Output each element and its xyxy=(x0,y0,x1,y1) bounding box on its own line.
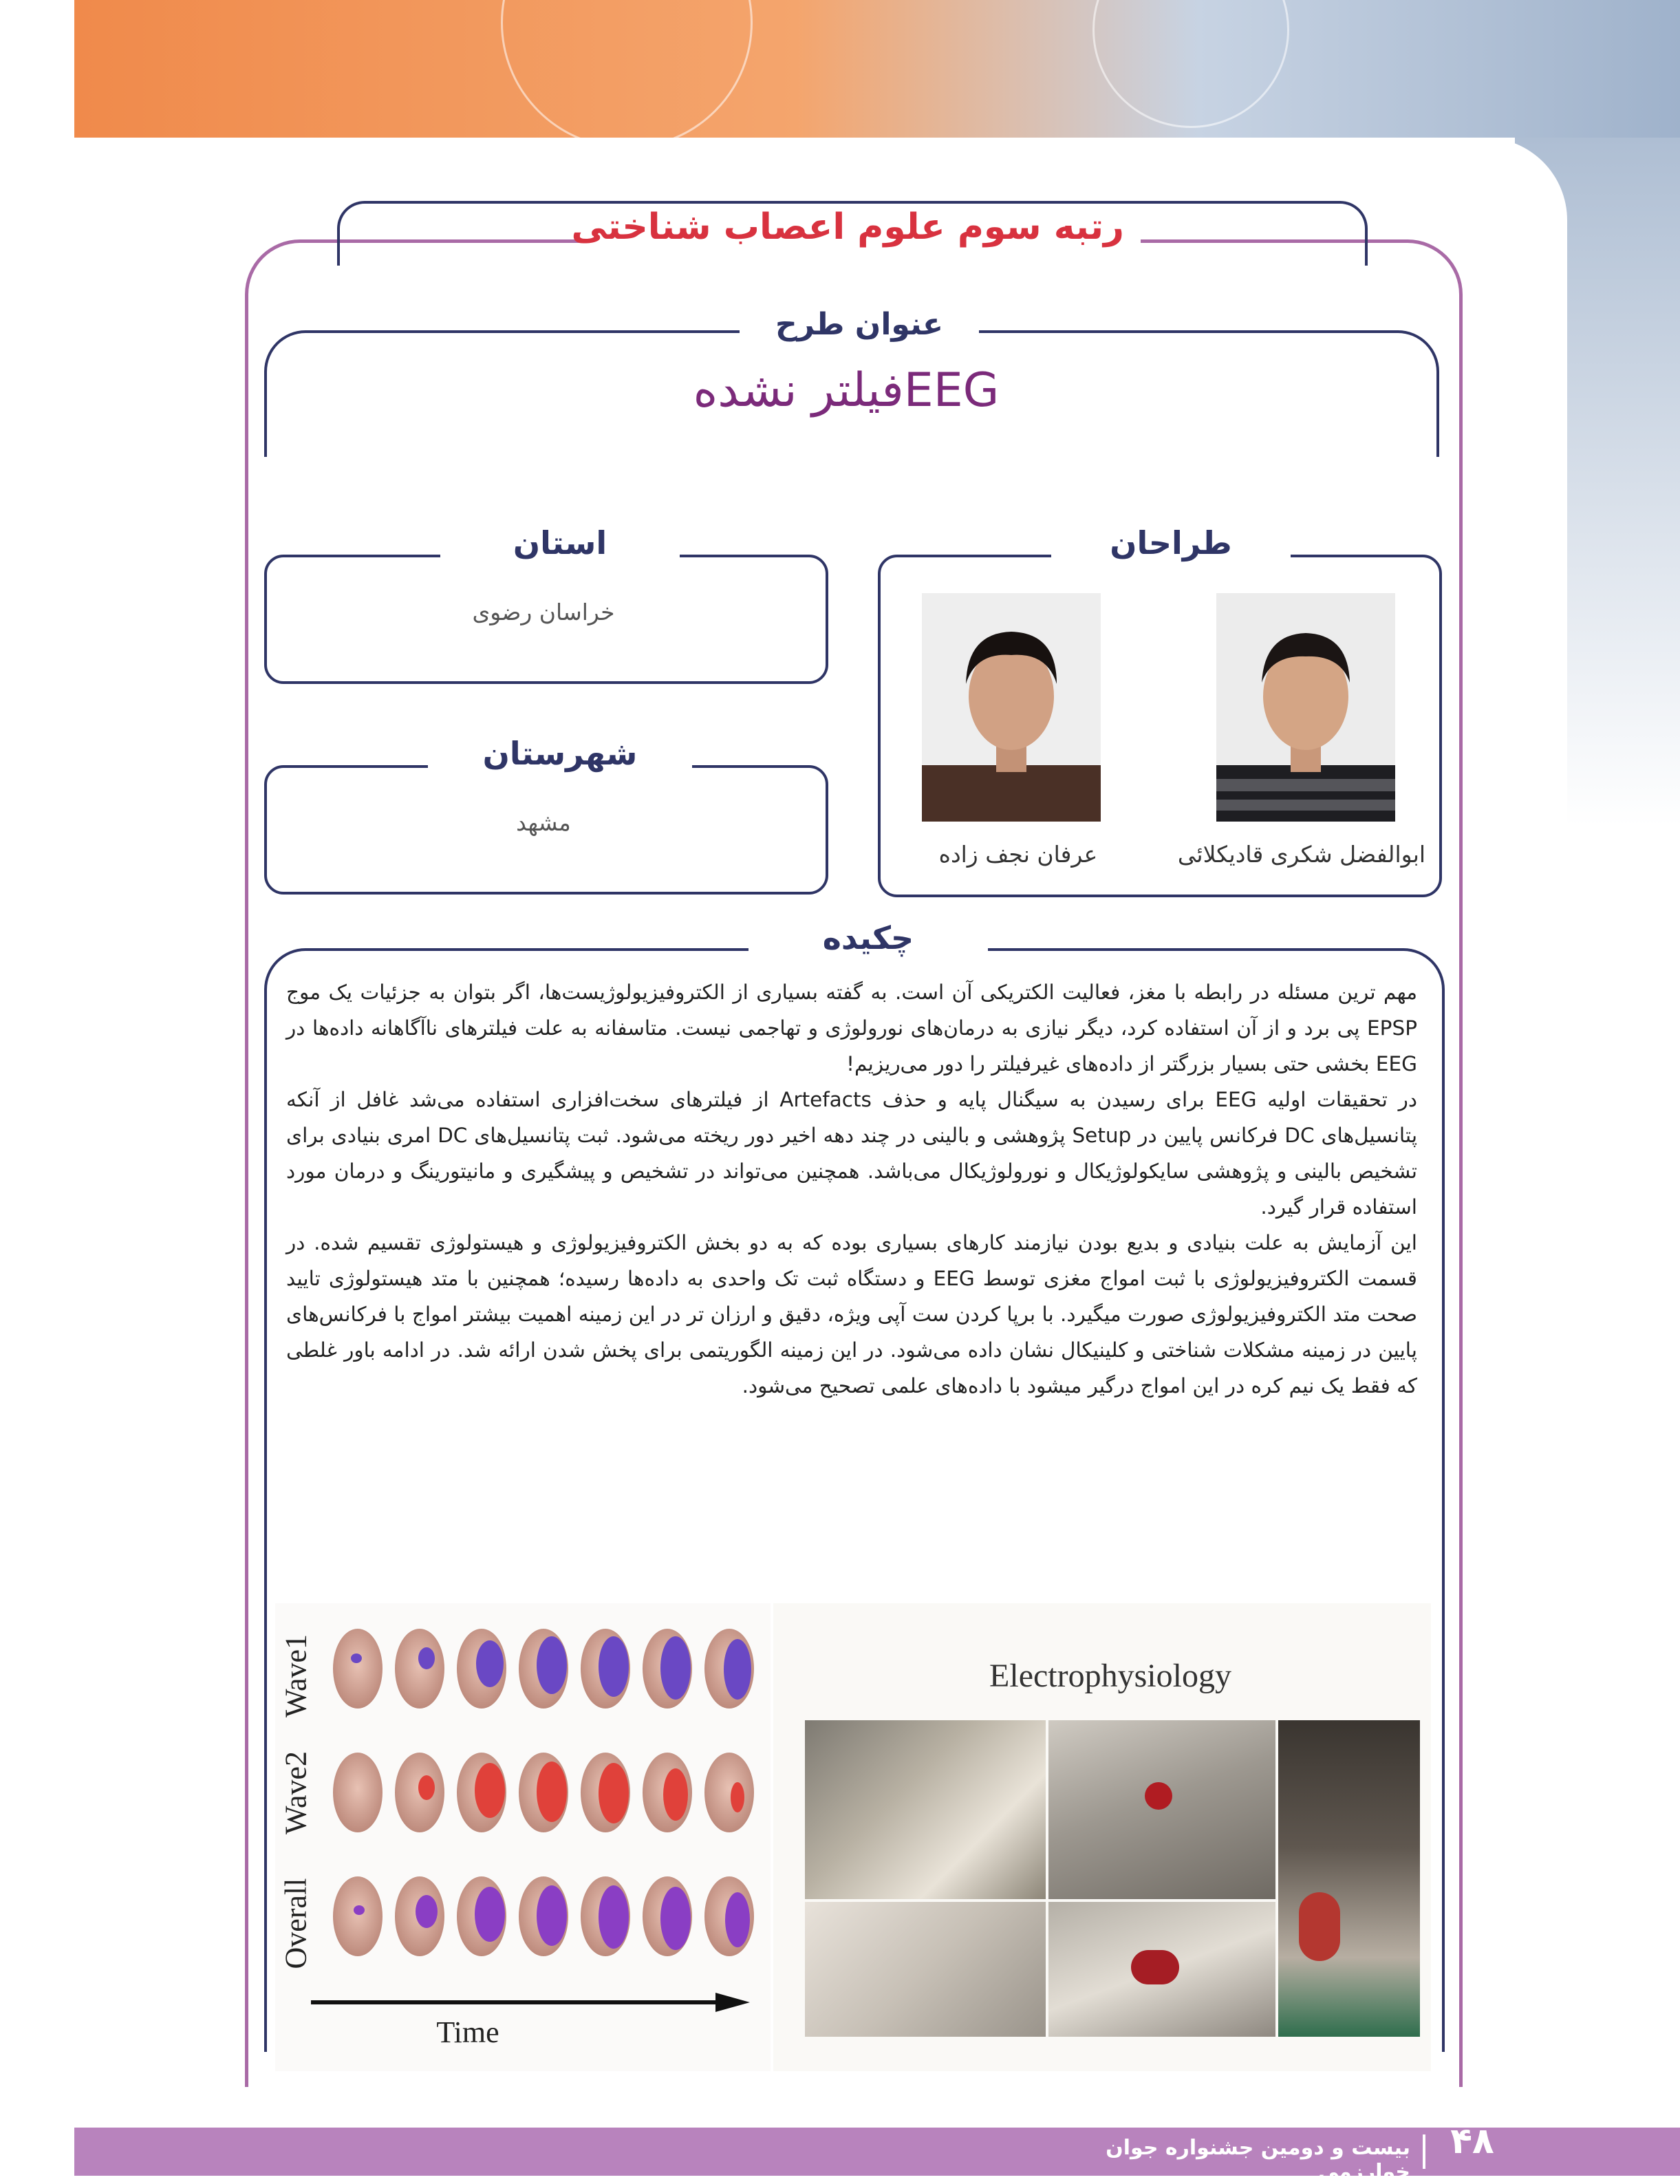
designers-label: طراحان xyxy=(1051,524,1291,561)
category-title: رتبه سوم علوم اعصاب شناختی xyxy=(585,206,1141,248)
time-label: Time xyxy=(436,2015,499,2049)
wave1-label: Wave1 xyxy=(279,1634,313,1718)
province-value: خراسان رضوی xyxy=(472,599,615,625)
abstract-paragraph-3: این آزمایش به علت بنیادی و بدیع بودن نیازمند کارهای بسیاری بوده که به دو بخش الکتروفیزیولوژی و هیستولوژی تقسیم شده. در قسمت الکتروفیزیولوژی با ثبت امواج مغزی توسط EEG و دستگاه ثبت تک واحدی به داده‌ها رسیده؛ همچنین با متد هیستولوژی تایید صحت متد الکتروفیزیولوژی صورت میگیرد. با برپا کردن ست آپی ویژه، دقیق و ارزان تر در این زمینه اهمیت بیشتر امواج با فرکانس‌های پایین در زمینه مشکلات شناختی و کلینیکال نشان داده می‌شود. در این زمینه الگوریتمی برای پخش شدن ارائه شد. در ادامه باور غلطی که فقط یک نیم کره در این امواج درگیر میشود با داده‌های علمی تصحیح می‌شود. xyxy=(286,1231,1417,1398)
brain-figure xyxy=(275,1603,771,2071)
electrophysiology-caption: Electrophysiology xyxy=(989,1658,1231,1694)
project-title-label: عنوان طرح xyxy=(740,307,979,342)
surgery-photo-5 xyxy=(1048,1902,1275,2037)
abstract-body xyxy=(286,974,1417,1404)
surgery-photo-2 xyxy=(1048,1720,1275,1899)
wave2-label: Wave2 xyxy=(279,1751,313,1835)
footer-text: بیست و دومین جشنواره جوان خوارزمی xyxy=(1106,2136,1410,2184)
province-label: استان xyxy=(440,524,680,561)
footer-divider xyxy=(1423,2134,1425,2169)
surgery-photo-3 xyxy=(1278,1720,1420,2037)
surgery-photo-1 xyxy=(805,1720,1046,1899)
project-title: EEGفیلتر نشده xyxy=(693,363,1000,418)
designer-name-1: ابوالفضل شکری قادیکلائی xyxy=(1177,841,1426,868)
designer-photo-2 xyxy=(922,593,1101,822)
abstract-paragraph-1: مهم ترین مسئله در رابطه با مغز، فعالیت الکتریکی آن است. به گفته بسیاری از الکتروفیزیولوژیست‌ها، اگر بتوان به جزئیات یک موج EPSP پی برد و از آن استفاده کرد، دیگر نیازی به درمان‌های نورولوژی و تهاجمی نیست. متاسفانه به علت فیلترهای ناآگاهانه داده‌ها در EEG بخشی حتی بسیار بزرگتر از داده‌های غیرفیلتر را دور می‌ریزیم! xyxy=(286,981,1417,1075)
city-value: مشهد xyxy=(516,809,571,836)
designer-name-2: عرفان نجف زاده xyxy=(938,841,1098,868)
overall-label: Overall xyxy=(279,1878,313,1969)
brain-grid xyxy=(333,1629,754,1956)
electrophysiology-figure xyxy=(773,1603,1431,2071)
city-label: شهرستان xyxy=(428,735,692,772)
page-number: ۴۸ xyxy=(1450,2121,1494,2162)
header-banner xyxy=(74,0,1680,138)
designer-photo-1 xyxy=(1216,593,1395,822)
abstract-label: چکیده xyxy=(749,919,988,956)
abstract-paragraph-2: در تحقیقات اولیه EEG برای رسیدن به سیگنال پایه و حذف Artefacts از فیلترهای سخت‌افزاری استفاده می‌شد غافل از آنکه پتانسیل‌های DC فرکانس پایین در Setup پژوهشی و بالینی در چند دهه اخیر دور ریخته می‌شود. ثبت پتانسیل‌های DC امری بنیادی برای تشخیص بالینی و پژوهشی سایکولوژیکال و نورولوژیکال می‌باشد. همچنین می‌تواند در تشخیص و پیشگیری و مانیتورینگ و درمان مورد استفاده قرار گیرد. xyxy=(286,1088,1418,1219)
surgery-photo-4 xyxy=(805,1902,1046,2037)
